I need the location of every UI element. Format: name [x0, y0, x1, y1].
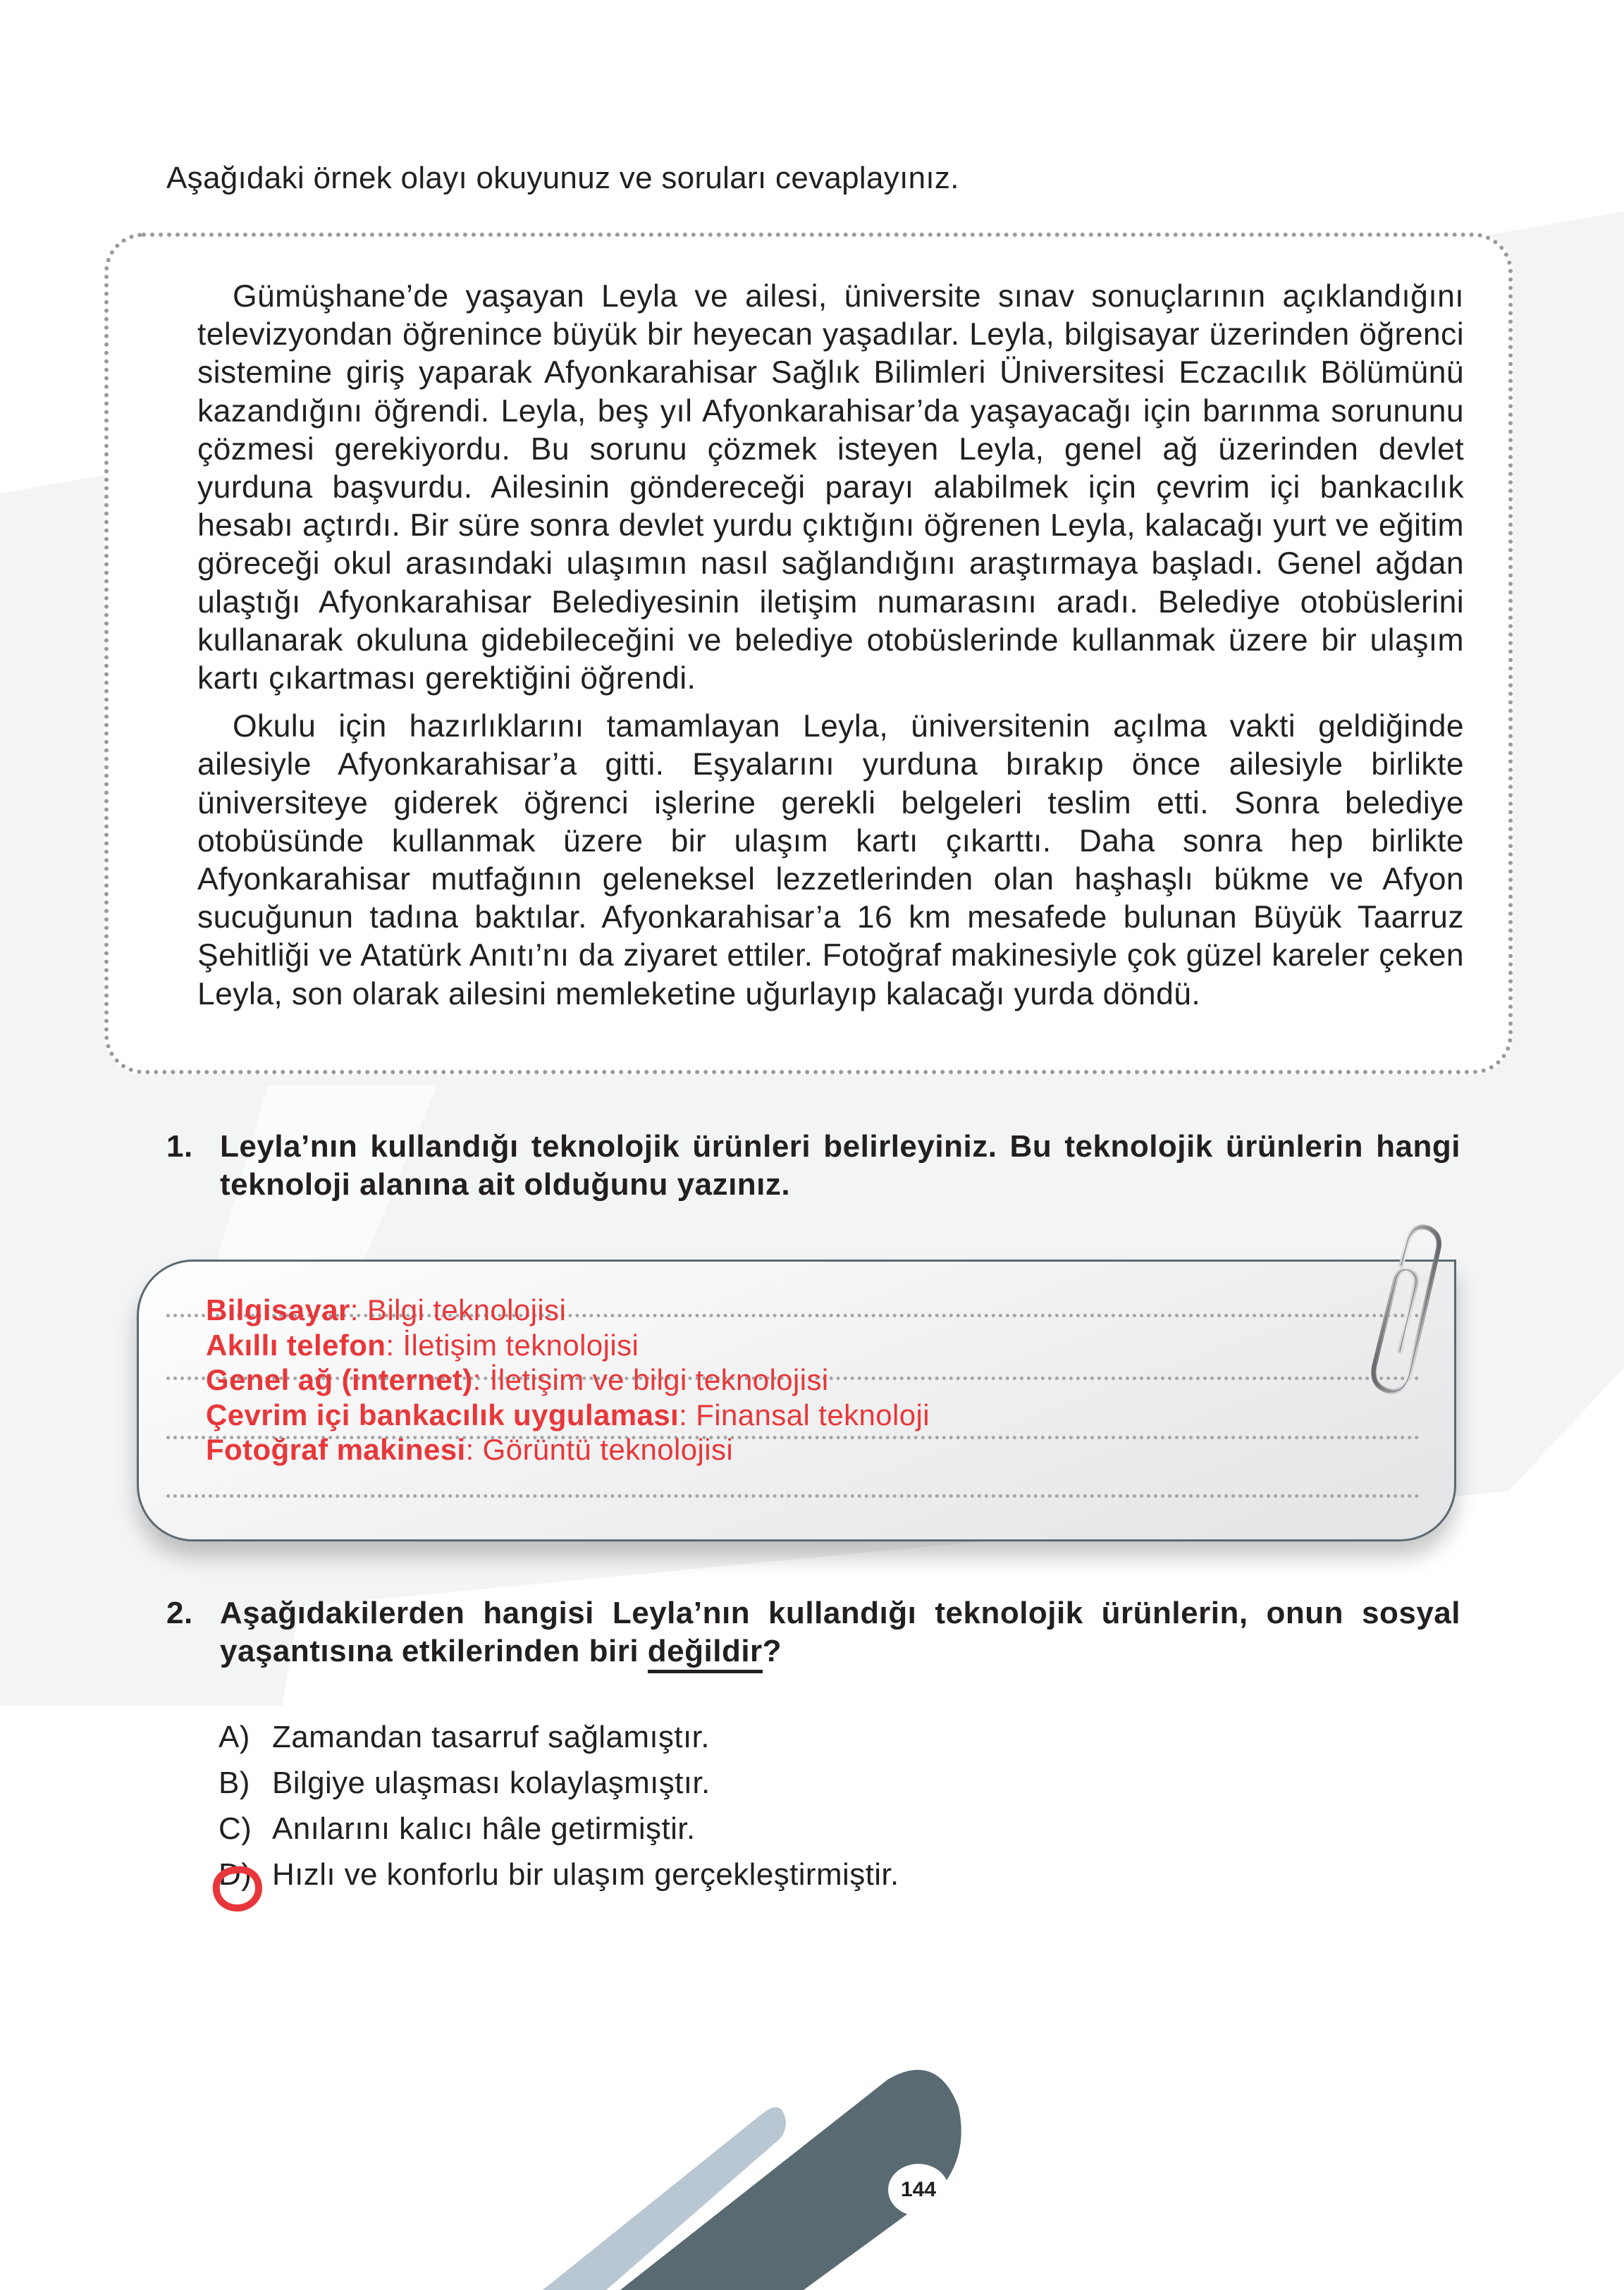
- page-number: 144: [888, 2164, 949, 2216]
- tech-area: : Görüntü teknolojisi: [465, 1433, 734, 1466]
- question-2-stem: Aşağıdakilerden hangisi Leyla’nın kullandığı teknolojik ürünlerin, onun sosyal yaşantısına etkilerinden biri: [220, 1596, 1460, 1668]
- question-2-mark: ?: [762, 1634, 782, 1668]
- option-letter: A): [219, 1720, 250, 1754]
- tech-area: : Bilgi teknolojisi: [350, 1293, 567, 1326]
- answer-list: [206, 1293, 930, 1467]
- question-2-number: 2.: [166, 1596, 193, 1630]
- option-text: Hızlı ve konforlu bir ulaşım gerçekleştirmiştir.: [272, 1857, 899, 1892]
- tech-product: Çevrim içi bankacılık uygulaması: [206, 1398, 679, 1432]
- answer-row: [206, 1432, 930, 1467]
- option-text: Anılarını kalıcı hâle getirmiştir.: [272, 1811, 696, 1846]
- tech-area: : İletişim ve bilgi teknolojisi: [472, 1363, 829, 1396]
- option-text: Zamandan tasarruf sağlamıştır.: [272, 1720, 710, 1754]
- question-1-text: Leyla’nın kullandığı teknolojik ürünleri belirleyiniz. Bu teknolojik ürünlerin hangi teknoloji alanına ait olduğunu yazınız.: [220, 1129, 1460, 1202]
- paperclip-icon: [1359, 1223, 1444, 1406]
- answer-row: [206, 1398, 930, 1433]
- instruction-text: Aşağıdaki örnek olayı okuyunuz ve soruları cevaplayınız.: [166, 161, 959, 195]
- story-paragraph-2: Okulu için hazırlıklarını tamamlayan Leyla, üniversitenin açılma vakti geldiğinde ailesiyle Afyonkarahisar’a gitti. Eşyalarını yurduna bırakıp önce ailesiyle birlikte üniversiteye giderek öğrenci işlerine gerekli belgeleri teslim etti. Sonra belediye otobüsünde kullanmak üzere bir ulaşım kartı çıkarttı. Daha sonra hep birlikte Afyonkarahisar mutfağının geleneksel lezzetlerinden olan haşhaşlı bükme ve Afyon sucuğunun tadına baktılar. Afyonkarahisar’a 16 km mesafede bulunan Büyük Taarruz Şehitliği ve Atatürk Anıtı’nı da ziyaret ettiler. Fotoğraf makinesiyle çok güzel kareler çeken Leyla, son olarak ailesini memleketine uğurlayıp kalacağı yurda döndü.: [197, 709, 1464, 1011]
- story-text: [197, 278, 1464, 1014]
- answer-row: [206, 1362, 930, 1398]
- story-paragraph-1: Gümüşhane’de yaşayan Leyla ve ailesi, üniversite sınav sonuçlarının açıklandığını televizyondan öğrenince büyük bir heyecan yaşadılar. Leyla, bilgisayar üzerinden öğrenci sistemine giriş yaparak Afyonkarahisar Sağlık Bilimleri Üniversitesi Eczacılık Bölümünü kazandığını öğrendi. Leyla, beş yıl Afyonkarahisar’da yaşayacağı için barınma sorununu çözmesi gerekiyordu. Bu sorunu çözmek isteyen Leyla, genel ağ üzerinden devlet yurduna başvurdu. Ailesinin göndereceği parayı alabilmek için çevrim içi bankacılık hesabı açtırdı. Bir süre sonra devlet yurdu çıktığını öğrenen Leyla, kalacağı yurt ve eğitim göreceği okul arasındaki ulaşımın nasıl sağlandığını araştırmaya başladı. Genel ağdan ulaştığı Afyonkarahisar Belediyesinin iletişim numarasını aradı. Belediye otobüslerini kullanarak okuluna gidebileceğini ve belediye otobüslerinde kullanmak üzere bir ulaşım kartı çıkartması gerektiğini öğrendi.: [197, 279, 1464, 696]
- option-text: Bilgiye ulaşması kolaylaşmıştır.: [272, 1766, 710, 1800]
- tech-area: : Finansal teknoloji: [679, 1398, 930, 1432]
- option-letter: B): [219, 1766, 250, 1800]
- option-letter: D): [219, 1857, 252, 1892]
- option-letter: C): [219, 1811, 252, 1846]
- tech-area: : İletişim teknolojisi: [386, 1328, 639, 1362]
- tech-product: Genel ağ (internet): [206, 1363, 473, 1396]
- question-1: [166, 1128, 1460, 1205]
- tech-product: Bilgisayar: [206, 1293, 350, 1326]
- answer-row: [206, 1293, 930, 1328]
- question-2-negation: değildir: [648, 1634, 763, 1673]
- answer-line: [166, 1494, 1420, 1498]
- answer-row: [206, 1328, 930, 1363]
- question-1-number: 1.: [166, 1129, 193, 1164]
- question-2: [166, 1594, 1460, 1672]
- tech-product: Akıllı telefon: [206, 1328, 386, 1362]
- tech-product: Fotoğraf makinesi: [206, 1433, 466, 1466]
- question-2-text: [220, 1594, 1460, 1670]
